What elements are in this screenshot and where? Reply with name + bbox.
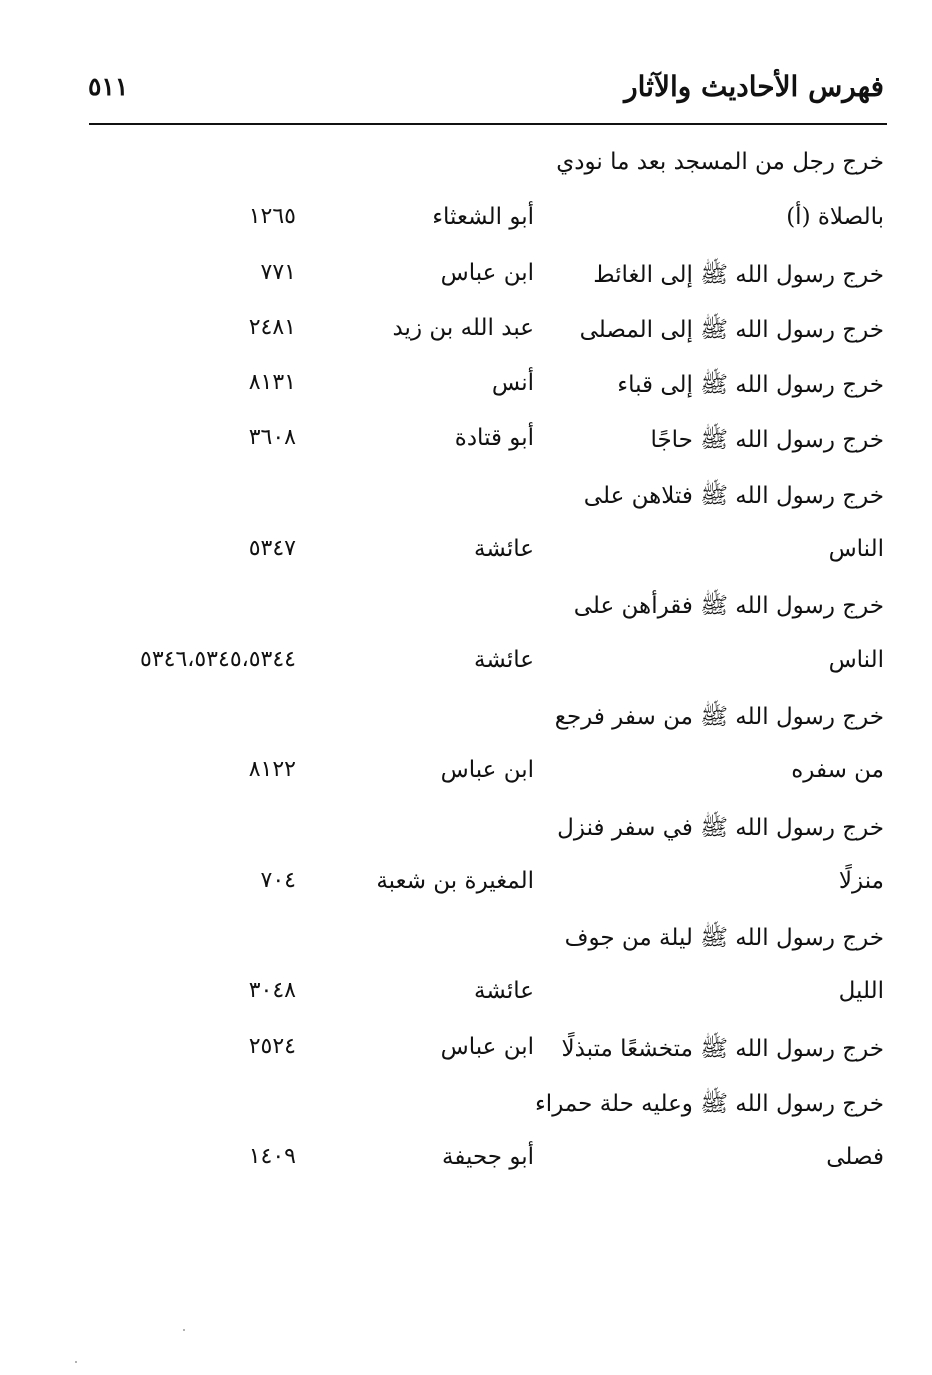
hadith-text: فصلى	[826, 1144, 884, 1171]
index-entry	[0, 582, 932, 637]
index-entry	[0, 251, 932, 306]
hadith-text: من سفره	[791, 757, 884, 784]
hadith-numbers: ٢٥٢٤	[248, 1033, 296, 1059]
hadith-numbers: ٣٠٤٨	[248, 978, 296, 1004]
hadith-text: خرج رسول الله ﷺ إلى الغائط	[593, 261, 884, 288]
hadith-text: بالصلاة (أ)	[786, 204, 884, 231]
narrator-name: عائشة	[474, 646, 534, 673]
header-divider	[89, 123, 887, 125]
hadith-numbers: ٣٦٠٨	[248, 425, 296, 451]
index-entry	[0, 416, 932, 471]
hadith-text: خرج رسول الله ﷺ فقرأهن على	[573, 593, 884, 620]
index-entry	[0, 361, 932, 416]
hadith-text: خرج رسول الله ﷺ من سفر فرجع	[554, 703, 884, 730]
narrator-name: عبد الله بن زيد	[392, 314, 534, 341]
running-head	[88, 62, 884, 110]
index-entry	[0, 693, 932, 748]
hadith-numbers: ٨١٢٢	[248, 757, 296, 783]
scan-speck	[183, 1329, 185, 1331]
hadith-text: خرج رسول الله ﷺ وعليه حلة حمراء	[534, 1091, 884, 1118]
narrator-name: ابن عباس	[440, 1033, 534, 1060]
hadith-numbers: ٢٤٨١	[248, 314, 296, 340]
hadith-numbers: ٧٧١	[260, 259, 296, 285]
scan-speck	[75, 1361, 77, 1363]
narrator-name: المغيرة بن شعبة	[376, 867, 534, 894]
narrator-name: أبو جحيفة	[442, 1144, 534, 1171]
index-entry	[0, 859, 932, 914]
hadith-text: خرج رسول الله ﷺ إلى المصلى	[579, 316, 884, 343]
page-title: فهرس الأحاديث والآثار	[624, 70, 884, 103]
index-entry	[0, 969, 932, 1024]
narrator-name: عائشة	[474, 978, 534, 1005]
index-entry	[0, 914, 932, 969]
narrator-name: ابن عباس	[440, 757, 534, 784]
index-entry	[0, 638, 932, 693]
index-entry	[0, 472, 932, 527]
hadith-text: الناس	[828, 536, 884, 563]
hadith-text: خرج رسول الله ﷺ ليلة من جوف	[564, 925, 884, 952]
index-entry	[0, 1135, 932, 1190]
narrator-name: أبو الشعثاء	[432, 204, 534, 231]
hadith-text: خرج رسول الله ﷺ إلى قباء	[617, 372, 884, 399]
index-entry	[0, 804, 932, 859]
hadith-numbers: ٨١٣١	[248, 370, 296, 396]
page-number: ٥١١	[88, 72, 129, 101]
index-entry	[0, 195, 932, 250]
hadith-text: منزلًا	[838, 867, 884, 894]
index-entry	[0, 527, 932, 582]
hadith-text: الناس	[828, 646, 884, 673]
index-entry	[0, 140, 932, 195]
hadith-numbers: ٥٣٤٧	[248, 536, 296, 562]
hadith-numbers: ٧٠٤	[260, 867, 296, 893]
index-entry	[0, 1025, 932, 1080]
hadith-text: خرج رسول الله ﷺ في سفر فنزل	[557, 814, 884, 841]
hadith-text: خرج رسول الله ﷺ متخشعًا متبذلًا	[561, 1035, 884, 1062]
hadith-text: خرج رسول الله ﷺ فتلاهن على	[583, 482, 884, 509]
index-entry	[0, 1080, 932, 1135]
hadith-text: خرج رجل من المسجد بعد ما نودي	[556, 149, 884, 175]
hadith-numbers: ١٤٠٩	[248, 1144, 296, 1170]
narrator-name: أبو قتادة	[454, 425, 534, 452]
narrator-name: ابن عباس	[440, 259, 534, 286]
hadith-numbers: ١٢٦٥	[248, 204, 296, 230]
index-entry	[0, 748, 932, 803]
hadith-numbers: ٥٣٤٦،٥٣٤٥،٥٣٤٤	[140, 646, 296, 672]
hadith-text: الليل	[838, 978, 884, 1005]
hadith-index-list	[0, 140, 932, 1191]
narrator-name: أنس	[491, 370, 534, 397]
index-entry	[0, 306, 932, 361]
hadith-text: خرج رسول الله ﷺ حاجًا	[650, 427, 884, 454]
narrator-name: عائشة	[474, 536, 534, 563]
